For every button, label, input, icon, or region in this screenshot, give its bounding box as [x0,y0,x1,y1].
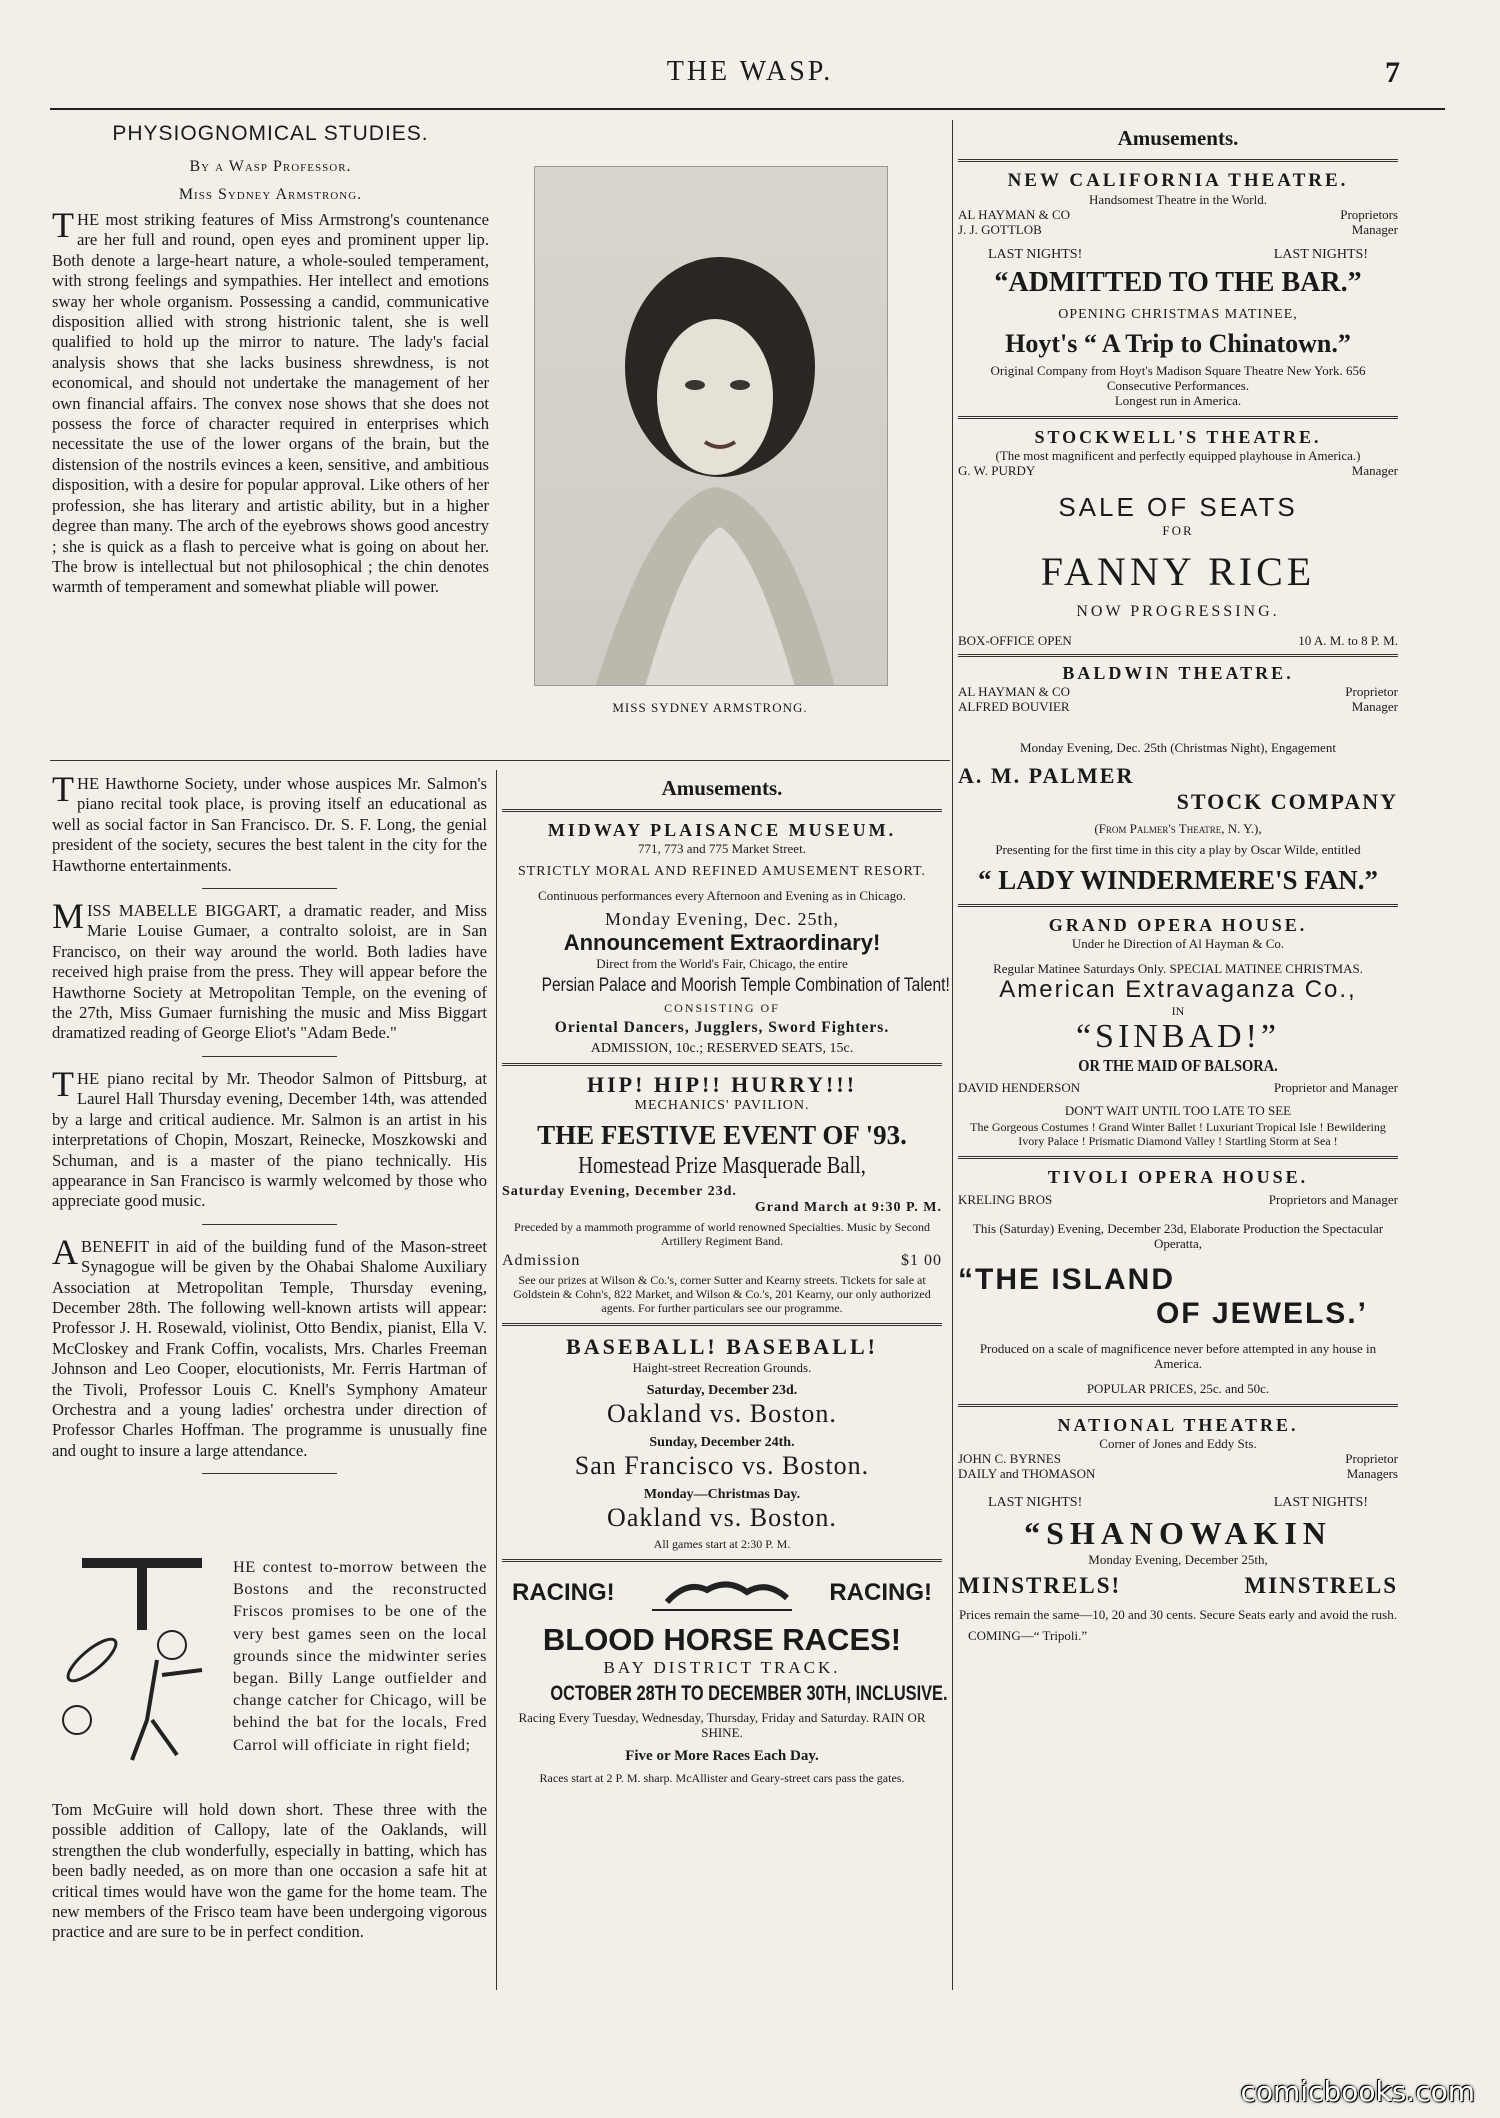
hip-prizes: See our prizes at Wilson & Co.'s, corner Sutter and Kearny streets. Tickets for sale at Goldstein & Cohn's, 822 Market, and Wilson & Co.'s, 201 Kearny, our only authorized agents. For further particulars see our programme. [513,1273,931,1315]
national-monday: Monday Evening, December 25th, [1088,1552,1268,1567]
baldwin-from: (From Palmer's Theatre, N. Y.), [1094,821,1262,836]
baseball-game-3: Oakland vs. Boston. [607,1503,837,1532]
article-byline: By a Wasp Professor. [189,158,352,175]
header-rule [50,108,1445,110]
article-subject: Miss Sydney Armstrong. [178,186,363,203]
divider [958,1404,1398,1407]
ncal-last-row [988,247,1368,263]
watermark-logo: comicbooks.com [1240,2075,1475,2108]
midway-date: Monday Evening, Dec. 25th, [605,909,839,929]
divider [502,1559,942,1562]
national-p1-role: Proprietor [1345,1451,1398,1466]
midway-admission: ADMISSION, 10c.; RESERVED SEATS, 15c. [590,1041,854,1056]
grand-p1: DAVID HENDERSON [958,1080,1081,1095]
tivoli-p1: KRELING BROS [958,1192,1053,1207]
page-number: 7 [1385,56,1400,89]
hip-admission-price: $1 00 [901,1252,942,1269]
note-divider [202,1056,337,1057]
stock-p1-role: Manager [1351,463,1398,478]
ncal-name: NEW CALIFORNIA THEATRE. [1007,170,1349,191]
national-name: NATIONAL THEATRE. [1057,1415,1299,1435]
note-benefit: ABENEFIT in aid of the building fund of the Mason-street Synagogue will be given by the Ohabai Shalome Auxiliary Association at Metropolitan Temple, Thursday evening, December 28th. The following well-known artists will appear: Professor J. H. Rosewald, violinist, Otto Bendix, pianist, Ella V. McCloskey and Frank Coffin, vocalists, Mrs. Charles Freeman Johnson and Leo Cooper, elocutionists, Mr. Ferris Hartman of the Tivoli, Professor Louis C. Knell's Symphony Amateur Orchestra and a young ladies' orchestra under direction of Professor Charles Hoffman. The programme is unusually fine and ought to insure a large attendance. [52,1231,487,1460]
article-title: PHYSIOGNOMICAL STUDIES. [112,122,429,145]
ncal-p2: J. J. GOTTLOB [958,222,1042,237]
hip-festive: THE FESTIVE EVENT OF '93. [537,1120,907,1150]
baseball-game-2: San Francisco vs. Boston. [574,1451,870,1480]
midway-persian: Persian Palace and Moorish Temple Combination of Talent! [541,975,950,996]
national-last-left: LAST NIGHTS! [988,1495,1083,1510]
tivoli-name: TIVOLI OPERA HOUSE. [1047,1167,1309,1187]
grand-p1-role: Proprietor and Manager [1273,1080,1398,1095]
stock-p1: G. W. PURDY [958,463,1036,478]
article-body: THE most striking features of Miss Armstrong's countenance are her full and round, open eyes and prominent upper lip. Both denote a large-heart nature, a whole-souled temperament, with strong feelings and sympathies. Her intellect and emotions sway her whole organism. Possessing a candid, communicative disposition allied with strong histrionic talent, she is well qualified to hold up the mirror to nature. The lady's facial analysis shows that she lacks business shrewdness, is not economical, and should not undertake the management of her own financial affairs. The convex nose shows that she does not possess the force of character required in enterprises which necessitate the use of the lower organs of the brain, but the distension of the nostrils evinces a keen, sensitive, and ambitious disposition, with a desire for popular approval. Like others of her profession, she has literary and artistic ability, but in a higher degree than many. The arch of the eyebrows shows good ancestry ; she is quick as a flash to perceive what is going on about her. The brow is intellectual but not philosophical ; the chin denotes warmth of temperament and somewhat pliable will power. [52,205,489,597]
grand-american: American Extravaganza Co., [999,976,1357,1003]
baldwin-name: BALDWIN THEATRE. [1062,663,1294,683]
baseball-date-2: Sunday, December 24th. [649,1435,795,1450]
midway-dancers: Oriental Dancers, Jugglers, Sword Fighters. [554,1019,890,1036]
hip-ball: Homestead Prize Masquerade Ball, [578,1153,866,1179]
ncal-last-left: LAST NIGHTS! [988,247,1083,262]
stock-box-row [958,633,1398,648]
hip-title: HIP! HIP!! HURRY!!! [586,1072,858,1097]
baldwin-prop-row [958,684,1398,699]
baseball-date-1: Saturday, December 23d. [646,1383,798,1398]
racing-left: RACING! [512,1579,615,1606]
baseball-date-3: Monday—Christmas Day. [643,1487,801,1502]
baldwin-presenting: Presenting for the first time in this city a play by Oscar Wilde, entitled [995,842,1361,857]
tivoli-island-1: “THE ISLAND [958,1263,1175,1296]
baseball-illustration [52,1550,227,1780]
section-divider [50,760,950,761]
baldwin-palmer: A. M. PALMER [958,763,1135,788]
national-prices: Prices remain the same—10, 20 and 30 cents. Secure Seats early and avoid the rush. [959,1607,1397,1622]
ncal-opening: OPENING CHRISTMAS MATINEE, [1058,307,1298,322]
stock-desc: (The most magnificent and perfectly equipped playhouse in America.) [995,448,1361,463]
note-salmon: THE piano recital by Mr. Theodor Salmon of Pittsburg, at Laurel Hall Thursday evening, December 14th, was attended by a large and critical audience. Mr. Salmon is an artist in his interpretations of Chopin, Moszart, Reinecke, Moszkowski and Schuman, and is a master of the piano technically. His appearance in San Francisco is warmly welcomed by those who appreciate good music. [52,1063,487,1211]
mid-amusements [502,776,950,1785]
stock-box: BOX-OFFICE OPEN [958,633,1072,648]
notes-column [52,769,487,1480]
hip-saturday: Saturday Evening, December 23d. [502,1184,737,1199]
grand-in: IN [1171,1004,1185,1018]
baldwin-stock: STOCK COMPANY [1176,789,1398,814]
hip-admission-label: Admission [502,1252,581,1269]
national-p2-role: Managers [1346,1466,1398,1481]
racing-right: RACING! [829,1579,932,1606]
tivoli-island-2: OF JEWELS.’ [1155,1297,1368,1330]
midway-direct: Direct from the World's Fair, Chicago, the entire [596,956,848,971]
ncal-mgr-row [958,222,1398,237]
hip-pavilion: MECHANICS' PAVILION. [634,1098,810,1113]
divider [958,416,1398,419]
midway-name: MIDWAY PLAISANCE MUSEUM. [547,820,897,840]
stock-prop-row [958,463,1398,478]
ncal-p1-role: Proprietors [1340,207,1398,222]
ncal-p2-role: Manager [1351,222,1398,237]
ncal-hoyt: Hoyt's “ A Trip to Chinatown.” [1005,329,1351,358]
grand-gorgeous: The Gorgeous Costumes ! Grand Winter Ballet ! Luxuriant Tropical Isle ! Bewildering Ivory Palace ! Prismatic Diamond Valley ! Startling Storm at Sea ! [970,1120,1386,1148]
racing-blood: BLOOD HORSE RACES! [542,1622,902,1657]
ncal-prop-row [958,207,1398,222]
baseball-grounds: Haight-street Recreation Grounds. [632,1360,812,1375]
note-divider [202,1224,337,1225]
baseball-start: All games start at 2:30 P. M. [653,1537,791,1551]
national-minstrels-row [958,1573,1398,1599]
horses-icon [647,1570,797,1616]
photo-caption: MISS SYDNEY ARMSTRONG. [612,700,808,715]
note-biggart: MISS MABELLE BIGGART, a dramatic reader, and Miss Marie Louise Gumaer, a contralto soloist, are in San Francisco, on their way around the world. Both ladies have received high praise from the press. They will appear before the Hawthorne Society at Metropolitan Temple, on the evening of the 27th, Miss Gumaer furnishing the music and Miss Biggart dramatized reading of George Eliot's "Adam Bede." [52,896,487,1043]
racing-start: Races start at 2 P. M. sharp. McAllister and Geary-street cars pass the gates. [539,1771,905,1785]
ncal-admitted: “ADMITTED TO THE BAR.” [994,267,1362,298]
racing-row [502,1570,942,1616]
baldwin-monday: Monday Evening, Dec. 25th (Christmas Night), Engagement [1020,740,1336,755]
stock-box-hours: 10 A. M. to 8 P. M. [1298,633,1398,648]
masthead-title: THE WASP. [666,56,834,87]
racing-every: Racing Every Tuesday, Wednesday, Thursday, Friday and Saturday. RAIN OR SHINE. [518,1710,926,1740]
racing-dates: OCTOBER 28TH TO DECEMBER 30TH, INCLUSIVE. [550,1682,948,1705]
baldwin-mgr-row [958,699,1398,714]
divider [958,904,1398,907]
divider [502,1063,942,1066]
national-last-row [988,1495,1368,1511]
ncal-last-right: LAST NIGHTS! [1273,247,1368,262]
stock-sale: SALE OF SEATS [1058,492,1298,522]
divider [502,1323,942,1326]
national-p1: JOHN C. BYRNES [958,1451,1061,1466]
stock-fanny: FANNY RICE [1040,549,1316,594]
portrait-illustration [535,167,887,685]
stock-name: STOCKWELL'S THEATRE. [1034,427,1322,447]
grand-name: GRAND OPERA HOUSE. [1048,915,1308,935]
baseball-title: BASEBALL! BASEBALL! [566,1334,878,1359]
midway-consisting: CONSISTING OF [664,1001,780,1015]
grand-under: Under he Direction of Al Hayman & Co. [1071,936,1285,951]
national-min-left: MINSTRELS! [958,1573,1122,1598]
ncal-original: Original Company from Hoyt's Madison Square Theatre New York. 656 Consecutive Performances. [990,363,1366,393]
physiognomy-article [52,122,489,598]
baseball-player-icon [52,1550,227,1780]
column-divider-mid [496,770,497,1990]
note-hawthorne: THE Hawthorne Society, under whose auspices Mr. Salmon's piano recital took place, is proving itself an educational as well as social factor in San Francisco. Dr. S. F. Long, the genial president of the society, secures the best talent in the city for the Hawthorne entertainments. [52,769,487,875]
grand-dont: DON'T WAIT UNTIL TOO LATE TO SEE [1064,1103,1292,1118]
national-coming: COMING—“ Tripoli.” [968,1628,1088,1643]
national-p2: DAILY and THOMASON [958,1466,1096,1481]
ncal-handsomest: Handsomest Theatre in the World. [1089,192,1267,207]
tivoli-this: This (Saturday) Evening, December 23d, Elaborate Production the Spectacular Operatta, [972,1221,1384,1251]
right-amusements-heading: Amusements. [1117,126,1239,150]
ncal-longest: Longest run in America. [1114,393,1242,408]
national-min-right: MINSTRELS [1244,1573,1398,1598]
tivoli-popular: POPULAR PRICES, 25c. and 50c. [1086,1381,1270,1396]
note-divider [202,888,337,889]
national-corner: Corner of Jones and Eddy Sts. [1099,1436,1257,1451]
midway-announcement: Announcement Extraordinary! [563,930,881,955]
stock-now: NOW PROGRESSING. [1076,603,1280,620]
portrait-photo [534,166,888,686]
right-amusements [958,126,1398,1643]
grand-prop-row [958,1080,1398,1095]
baseball-note-rest: Tom McGuire will hold down short. These three with the possible addition of Callopy, late of the Oaklands, will strengthen the club wonderfully, especially in batting, which has been badly needed, as on more than one occasion a safe hit at critical times would have won the game for the home team. The new members of the Frisco team have been undergoing vigorous practice and are sure to be in perfect condition. [52,1800,487,1942]
baldwin-p2: ALFRED BOUVIER [958,699,1070,714]
mid-amusements-heading: Amusements. [661,776,783,800]
hip-admission-row [502,1252,942,1270]
baseball-game-1: Oakland vs. Boston. [607,1399,837,1428]
stock-for: FOR [1162,523,1194,538]
national-prop-row [958,1451,1398,1466]
midway-address: 771, 773 and 775 Market Street. [638,841,806,856]
baseball-note-first: HE contest to-morrow between the Bostons and the reconstructed Friscos promises to be one of the very best games seen on the local grounds since the midwinter series began. Billy Lange outfielder and change catcher for Chicago, will be behind the bat for the locals, Fred Carrol will officiate in right field; [233,1557,487,1754]
tivoli-p1-role: Proprietors and Manager [1268,1192,1398,1207]
divider [958,1156,1398,1159]
baldwin-lady: “ LADY WINDERMERE'S FAN.” [977,865,1379,895]
midway-continuous: Continuous performances every Afternoon and Evening as in Chicago. [538,888,906,903]
divider [502,809,942,812]
racing-track: BAY DISTRICT TRACK. [603,1658,841,1677]
ncal-p1: AL HAYMAN & CO [958,207,1071,222]
note-divider [202,1473,337,1474]
divider [958,159,1398,162]
hip-march: Grand March at 9:30 P. M. [754,1200,942,1215]
midway-moral: STRICTLY MORAL AND REFINED AMUSEMENT RESORT. [517,864,927,879]
national-last-right: LAST NIGHTS! [1273,1495,1368,1510]
divider [958,654,1398,657]
national-shano: “SHANOWAKIN [1024,1515,1332,1551]
grand-maid: OR THE MAID OF BALSORA. [1078,1056,1278,1075]
national-mgr-row [958,1466,1398,1481]
tivoli-prop-row [958,1192,1398,1207]
column-divider-right [952,120,953,1990]
baldwin-p2-role: Manager [1351,699,1398,714]
hip-preceded: Preceded by a mammoth programme of world renowned Specialties. Music by Second Artillery Regiment Band. [514,1220,930,1248]
grand-sinbad: “SINBAD!” [1075,1018,1281,1055]
racing-five: Five or More Races Each Day. [625,1748,819,1764]
baldwin-p1-role: Proprietor [1345,684,1398,699]
baldwin-p1: AL HAYMAN & CO [958,684,1071,699]
grand-regular: Regular Matinee Saturdays Only. SPECIAL MATINEE CHRISTMAS. [993,961,1363,976]
tivoli-produced: Produced on a scale of magnificence never before attempted in any house in America. [979,1341,1377,1371]
